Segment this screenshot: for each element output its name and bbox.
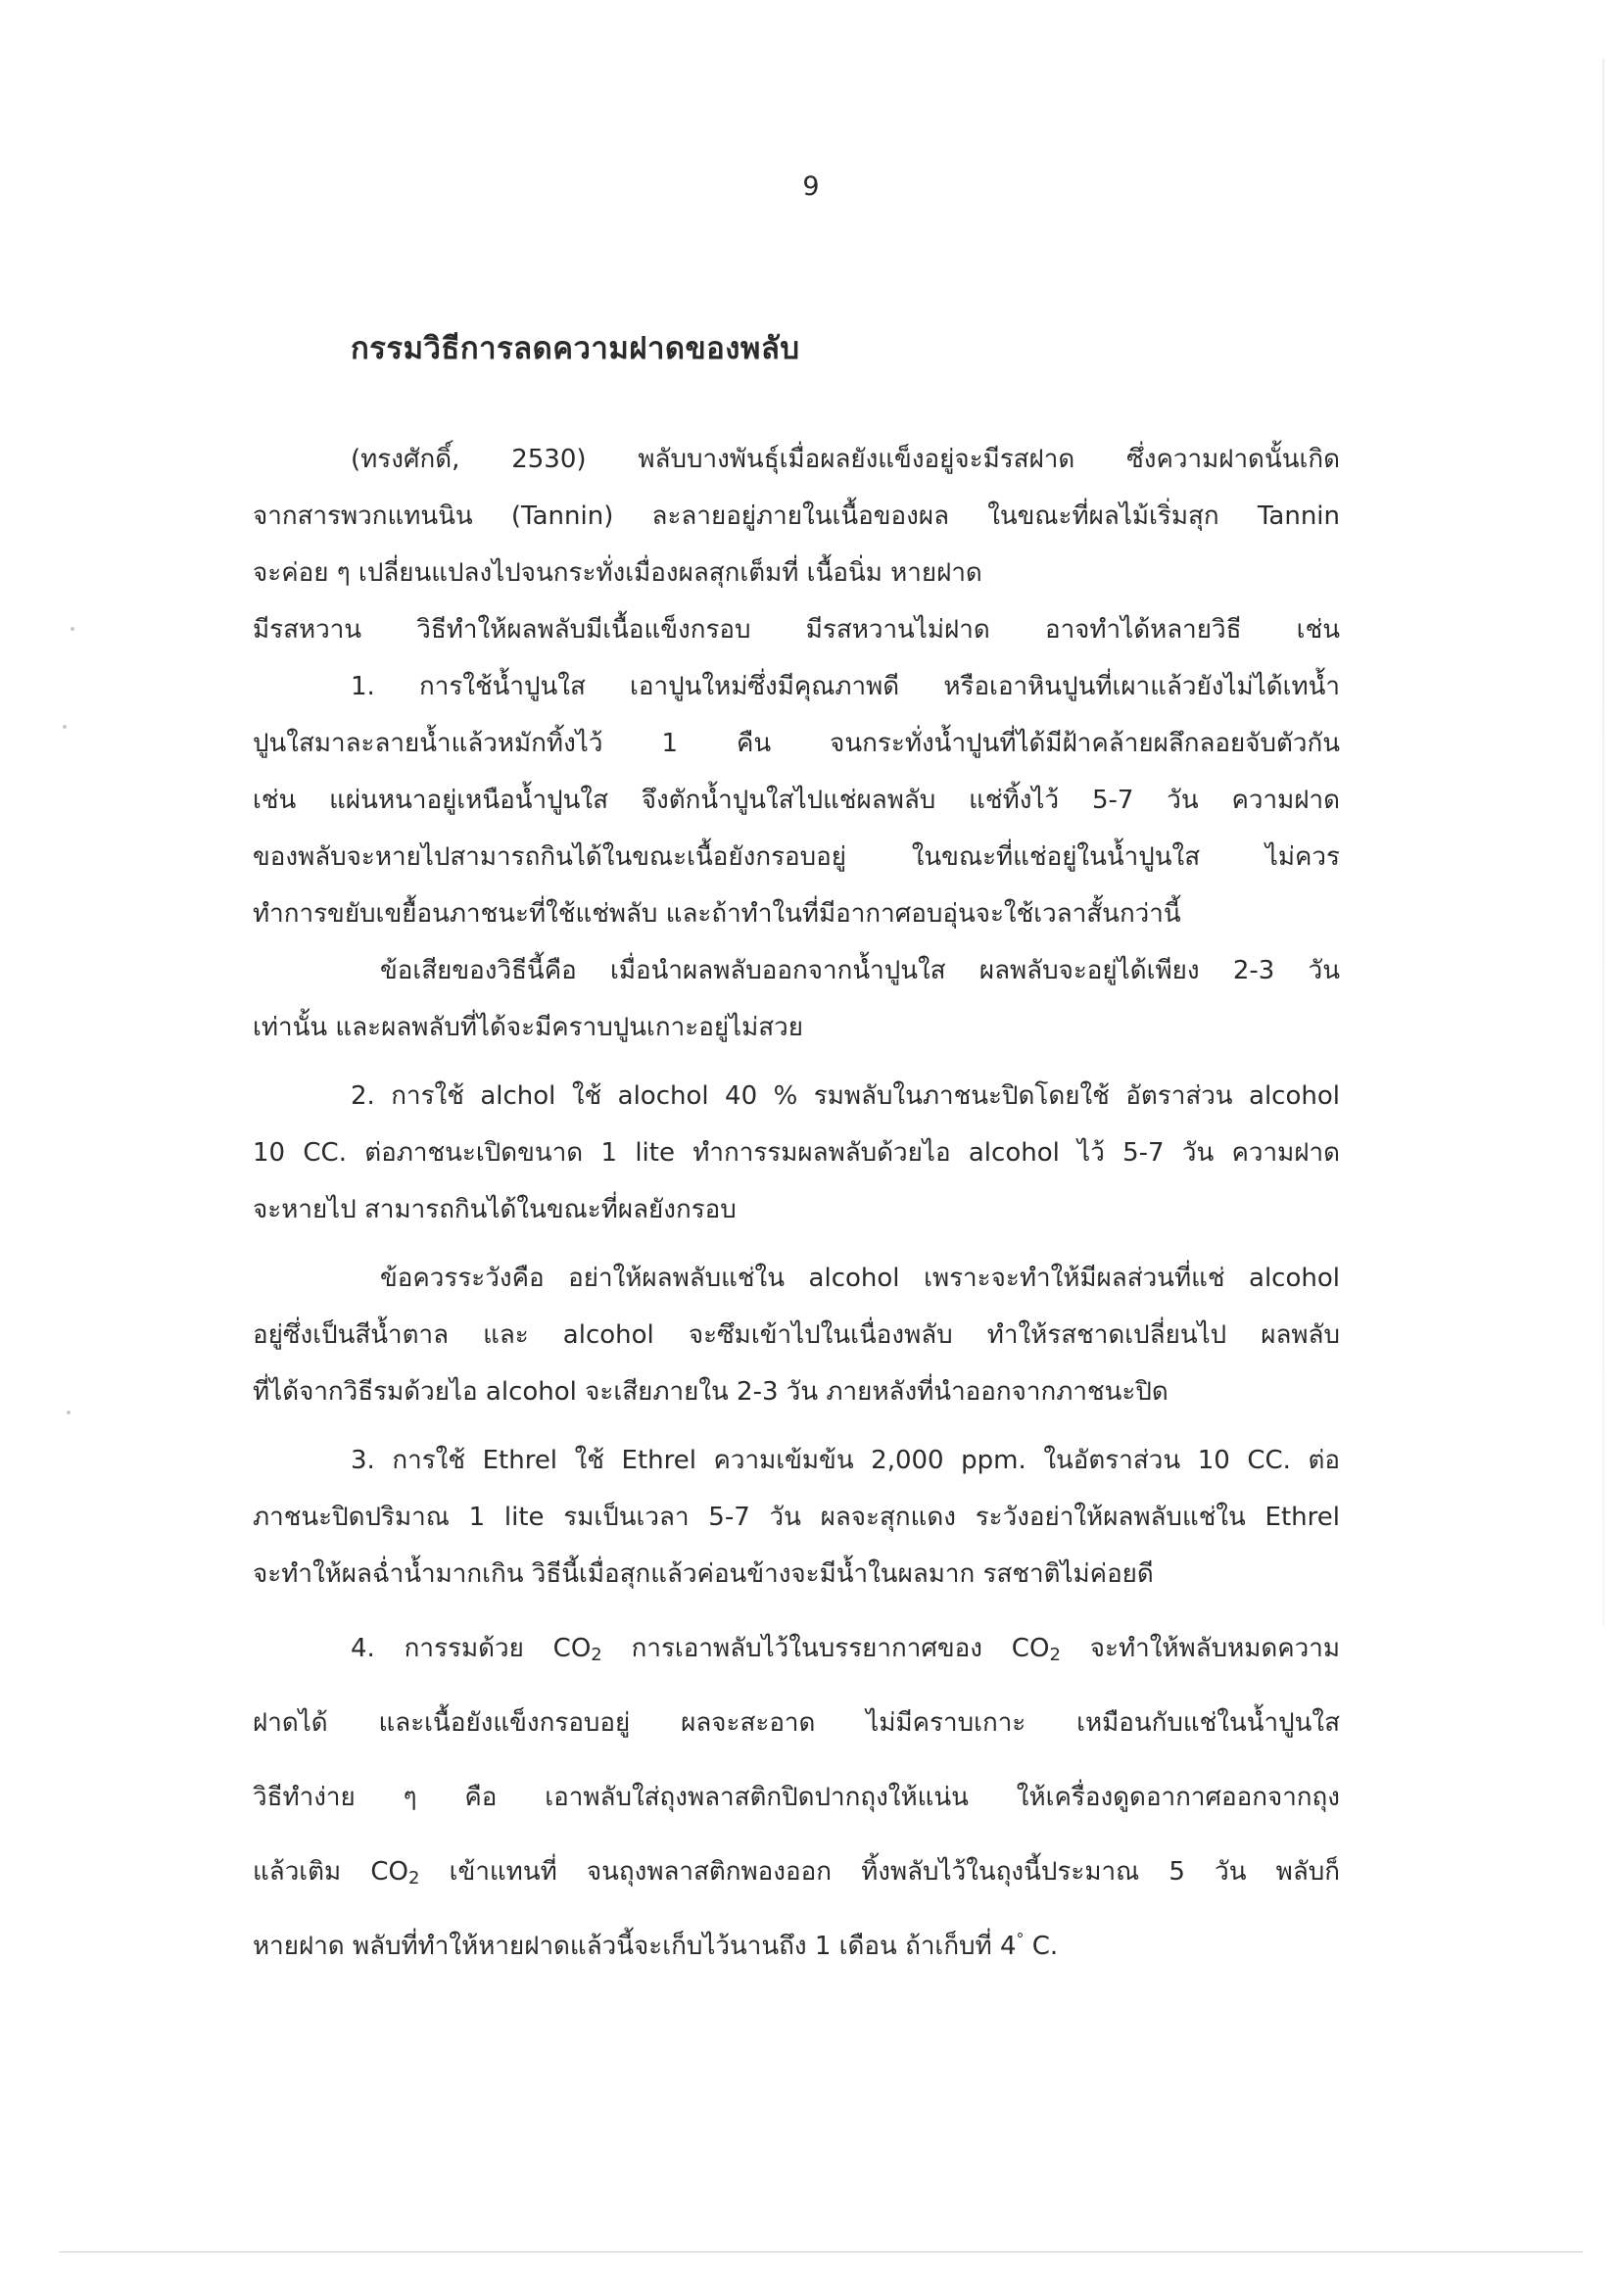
method4-text: เข้าแทนที่ จนถุงพลาสติกพองออก ทิ้งพลับไว้ในถุงนี้ประมาณ 5 วัน พลับก็	[419, 1857, 1340, 1887]
method1-line: ของพลับจะหายไปสามารถกินได้ในขณะเนื้อยังกรอบอยู่ ในขณะที่แช่อยู่ในน้ำปูนใส ไม่ควร	[253, 842, 1340, 872]
method4-text: จะทำให้พลับหมดความ	[1060, 1634, 1340, 1663]
method4-text: หายฝาด พลับที่ทำให้หายฝาดแล้วนี้จะเก็บไว้นานถึง 1 เดือน ถ้าเก็บที่ 4	[253, 1932, 1017, 1961]
method2-line: จะหายไป สามารถกินได้ในขณะที่ผลยังกรอบ	[253, 1195, 737, 1224]
intro-line: จะค่อย ๆ เปลี่ยนแปลงไปจนกระทั่งเมื่องผลสุกเต็มที่ เนื้อนิ่ม หายฝาด	[253, 558, 982, 588]
method3-line: จะทำให้ผลฉ่ำน้ำมากเกิน วิธีนี้เมื่อสุกแล้วค่อนข้างจะมีน้ำในผลมาก รสชาติไม่ค่อยดี	[253, 1559, 1154, 1589]
method2-note: อยู่ซึ่งเป็นสีน้ำตาล และ alcohol จะซึมเข้าไปในเนื่องพลับ ทำให้รสชาดเปลี่ยนไป ผลพลับ	[253, 1320, 1340, 1350]
method4-line	[253, 1923, 1340, 1970]
method4-text: แล้วเติม CO	[253, 1857, 409, 1887]
method4-line: ฝาดได้ และเนื้อยังแข็งกรอบอยู่ ผลจะสะอาด ไม่มีคราบเกาะ เหมือนกับแช่ในน้ำปูนใส	[253, 1708, 1340, 1738]
degree-symbol: °	[1016, 1930, 1025, 1948]
method1-note: ข้อเสียของวิธีนี้คือ เมื่อนำผลพลับออกจากน้ำปูนใส ผลพลับจะอยู่ได้เพียง 2-3 วัน	[380, 956, 1340, 985]
body-text	[253, 436, 1340, 1970]
section-heading: กรรมวิธีการลดความฝาดของพลับ	[351, 331, 800, 366]
method1-line: เช่น แผ่นหนาอยู่เหนือน้ำปูนใส จึงตักน้ำปูนใสไปแช่ผลพลับ แช่ทิ้งไว้ 5-7 วัน ความฝาด	[253, 786, 1340, 815]
method4-text: การเอาพลับไว้ในบรรยากาศของ CO	[601, 1634, 1050, 1663]
method3-line: 3. การใช้ Ethrel ใช้ Ethrel ความเข้มข้น 2,000 ppm. ในอัตราส่วน 10 CC. ต่อ	[351, 1446, 1340, 1475]
method4-line	[253, 1625, 1340, 1672]
scan-edge-shadow	[1602, 59, 1604, 1626]
method3-line: ภาชนะปิดปริมาณ 1 lite รมเป็นเวลา 5-7 วัน ผลจะสุกแดง ระวังอย่าให้ผลพลับแช่ใน Ethrel	[253, 1503, 1340, 1532]
method4-line: วิธีทำง่าย ๆ คือ เอาพลับใส่ถุงพลาสติกปิดปากถุงให้แน่น ให้เครื่องดูดอากาศออกจากถุง	[253, 1783, 1340, 1812]
method1-note: เท่านั้น และผลพลับที่ได้จะมีคราบปูนเกาะอยู่ไม่สวย	[253, 1013, 803, 1042]
method2-note: ที่ได้จากวิธีรมด้วยไอ alcohol จะเสียภายใน 2-3 วัน ภายหลังที่นำออกจากภาชนะปิด	[253, 1377, 1169, 1407]
method1-line: 1. การใช้น้ำปูนใส เอาปูนใหม่ซึ่งมีคุณภาพดี หรือเอาหินปูนที่เผาแล้วยังไม่ได้เทน้ำ	[351, 672, 1340, 701]
scan-speck	[71, 627, 74, 631]
method1-line: ทำการขยับเขยื้อนภาชนะที่ใช้แช่พลับ และถ้าทำในที่มีอากาศอบอุ่นจะใช้เวลาสั้นกว่านี้	[253, 899, 1181, 929]
page-number: 9	[802, 171, 820, 202]
method2-line: 10 CC. ต่อภาชนะเปิดขนาด 1 lite ทำการรมผลพลับด้วยไอ alcohol ไว้ 5-7 วัน ความฝาด	[253, 1138, 1340, 1168]
intro-line: (ทรงศักดิ์, 2530) พลับบางพันธุ์เมื่อผลยังแข็งอยู่จะมีรสฝาด ซึ่งความฝาดนั้นเกิด	[351, 445, 1340, 474]
scan-speck	[67, 1411, 71, 1414]
co2-subscript: 2	[1049, 1645, 1061, 1665]
co2-subscript: 2	[591, 1645, 602, 1665]
intro-line: จากสารพวกแทนนิน (Tannin) ละลายอยู่ภายในเนื้อของผล ในขณะที่ผลไม้เริ่มสุก Tannin	[253, 502, 1340, 531]
scan-speck	[63, 725, 67, 729]
method4-text: 4. การรมด้วย CO	[351, 1634, 592, 1663]
intro-line: มีรสหวาน วิธีทำให้ผลพลับมีเนื้อแข็งกรอบ มีรสหวานไม่ฝาด อาจทำได้หลายวิธี เช่น	[253, 615, 1340, 645]
method4-text: C.	[1024, 1932, 1059, 1961]
co2-subscript: 2	[408, 1868, 420, 1889]
method2-note: ข้อควรระวังคือ อย่าให้ผลพลับแช่ใน alcohol เพราะจะทำให้มีผลส่วนที่แช่ alcohol	[380, 1264, 1340, 1293]
method2-line: 2. การใช้ alchol ใช้ alochol 40 % รมพลับในภาชนะปิดโดยใช้ อัตราส่วน alcohol	[351, 1081, 1340, 1111]
scan-bottom-edge	[59, 2251, 1583, 2253]
method4-line	[253, 1848, 1340, 1895]
method1-line: ปูนใสมาละลายน้ำแล้วหมักทิ้งไว้ 1 คืน จนกระทั่งน้ำปูนที่ได้มีฝ้าคล้ายผลึกลอยจับตัวกัน	[253, 729, 1340, 758]
